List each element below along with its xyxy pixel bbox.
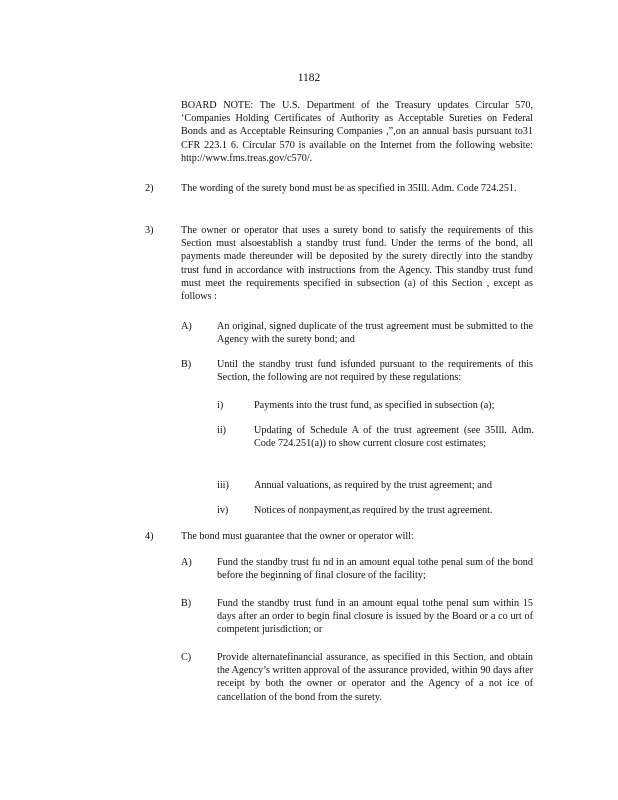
subitem-text: An original, signed duplicate of the trust agreement must be submitted to the Agency with the surety bond; and — [217, 321, 533, 346]
subsubitem-text: Updating of Schedule A of the trust agreement (see 35Ill. Adm. Code 724.251(a)) to show current closure cost estimates; — [254, 425, 534, 450]
subitem-text: Fund the standby trust fu nd in an amount equal tothe penal sum of the bond before the beginning of final closure of the facility; — [217, 557, 533, 582]
page-number: 1182 — [297, 72, 321, 84]
subsubitem-text: Annual valuations, as required by the trust agreement; and — [254, 480, 492, 491]
subitem-label: A) — [181, 557, 192, 568]
subitem-text: Fund the standby trust fund in an amount equal tothe penal sum within 15 days after an order to begin final closure is issued by the Board or a co urt of competent jurisdiction; or — [217, 598, 533, 636]
subitem-text: Until the standby trust fund isfunded pursuant to the requirements of this Section, the following are not required by these regulations: — [217, 359, 533, 384]
subitem-label: B) — [181, 598, 192, 609]
subsubitem-label: iii) — [217, 480, 229, 491]
subsubitem-text: Payments into the trust fund, as specified in subsection (a); — [254, 400, 495, 411]
item-label: 4) — [145, 531, 154, 542]
subitem-text: Provide alternatefinancial assurance, as specified in this Section, and obtain the Agency’s written approval of the assurance provided, within 90 days after receipt by both the owner or operator and the Agency of a not ice of cancellation of the bond from the surety. — [217, 652, 533, 703]
subsubitem-text: Notices of nonpayment,as required by the trust agreement. — [254, 505, 493, 516]
item-label: 3) — [145, 225, 154, 236]
subsubitem-label: ii) — [217, 425, 227, 436]
subitem-label: A) — [181, 321, 192, 332]
item-text: The bond must guarantee that the owner or operator will: — [181, 531, 414, 542]
subsubitem-label: iv) — [217, 505, 229, 516]
subitem-label: C) — [181, 652, 192, 663]
item-text: The wording of the surety bond must be as specified in 35Ill. Adm. Code 724.251. — [181, 183, 517, 194]
item-text: The owner or operator that uses a surety bond to satisfy the requirements of this Section must alsoestablish a standby trust fund. Under the terms of the bond, all payments made thereunder will be deposited by the surety directly into the standby trust fund in accordance with instructions from the Agency. This standby trust fund must meet the requirements specified in subsection (a) of this Section , except as follows : — [181, 225, 533, 303]
subitem-label: B) — [181, 359, 192, 370]
board-note: BOARD NOTE: The U.S. Department of the Treasury updates Circular 570, ‘Companies Holding Certificates of Authority as Acceptable Sureties on Federal Bonds and as Acceptable Reinsuring Companies ,”,on an annual basis pursuant to31 CFR 223.1 6. Circular 570 is available on the Internet from the following website: http://www.fms.treas.gov/c570/. — [181, 100, 533, 164]
item-label: 2) — [145, 183, 154, 194]
subsubitem-label: i) — [217, 400, 224, 411]
